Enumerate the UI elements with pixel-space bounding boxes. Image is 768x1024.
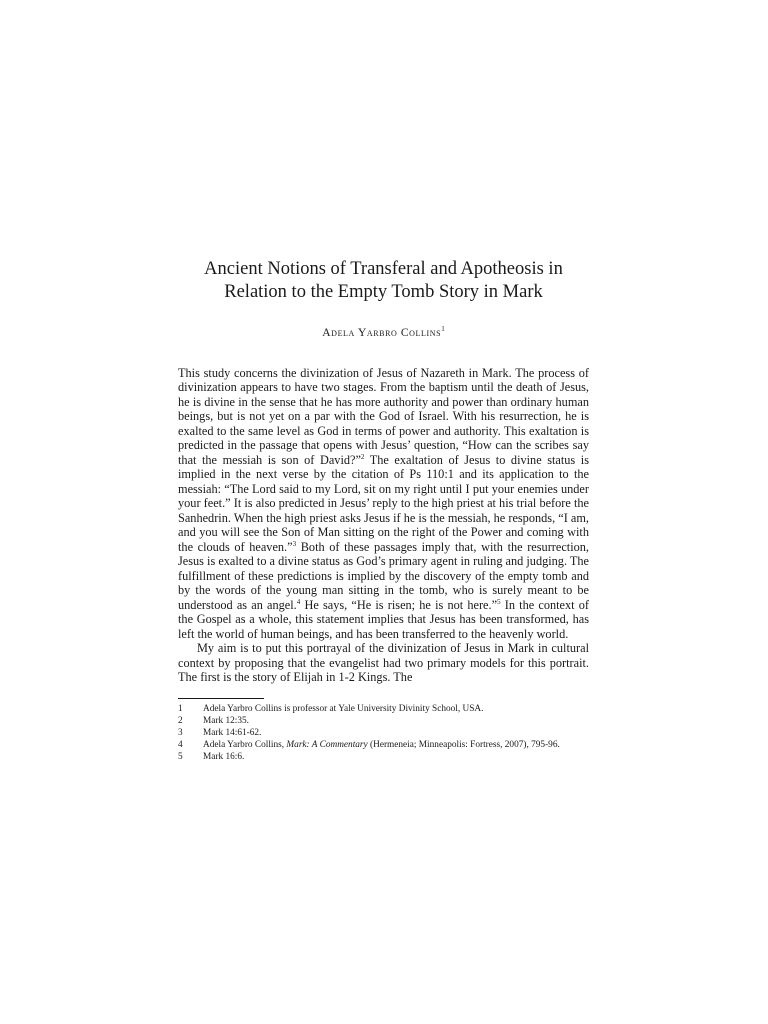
footnote-text [203,739,589,751]
author-line [178,325,589,339]
body-paragraph-1 [178,366,589,642]
footnote-number: 1 [178,703,183,714]
author-name: Adela Yarbro Collins [322,326,442,339]
paragraph-1-segment-3: Both of these passages imply that, with the resurrection, Jesus is exalted to a divine status as God’s primary agent in ruling and judging. The fulfillment of these predictions is implied by the discovery of the empty tomb and by the words of the young man sitting in the tomb, who is surely meant to be understood as an angel. [178,539,590,612]
footnote-text: Adela Yarbro Collins is professor at Yale University Divinity School, USA. [203,703,484,714]
author-footnote-ref: 1 [441,325,445,333]
footnote [178,751,589,763]
footnote-text: Mark 12:35. [203,715,249,726]
footnote-text-post: (Hermeneia; Minneapolis: Fortress, 2007), 795-96. [367,739,560,750]
footnote-text: Mark 14:61-62. [203,727,262,738]
footnote [178,715,589,727]
footnote-number: 5 [178,751,183,762]
title-line-2: Relation to the Empty Tomb Story in Mark [224,282,543,302]
footnote-ref-3: 3 [292,539,297,548]
body-paragraph-2: My aim is to put this portrayal of the divinization of Jesus in Mark in cultural context by proposing that the evangelist had two primary models for this portrait. The first is the story of Elijah in 1-2 Kings. The [178,641,589,685]
footnote-ref-4: 4 [296,597,301,606]
footnote-text-pre: Adela Yarbro Collins, [203,739,287,750]
footnote-number: 3 [178,727,183,738]
paragraph-1-segment-1: This study concerns the divinization of Jesus of Nazareth in Mark. The process of divinization appears to have two stages. From the baptism until the death of Jesus, he is divine in the sense that he has more authority and power than ordinary human beings, but is not yet on a par with the God of Israel. With his resurrection, he is exalted to the same level as God in terms of power and authority. This exaltation is predicted in the passage that opens with Jesus’ question, “How can the scribes say that the messiah is son of David?” [178,365,589,467]
footnotes [178,703,589,763]
paragraph-1-segment-5: In the context of the Gospel as a whole, this statement implies that Jesus has been transformed, has left the world of human beings, and has been transferred to the heavenly world. [178,597,590,641]
article-title [178,258,589,304]
article-body [178,366,589,685]
footnote-ref-2: 2 [360,452,365,461]
footnote [178,739,589,751]
footnote-number: 2 [178,715,183,726]
footnote-divider [178,698,264,699]
footnote [178,727,589,739]
article-page [178,258,589,763]
footnote-number: 4 [178,739,183,750]
paragraph-1-segment-2: The exaltation of Jesus to divine status is implied in the next verse by the citation of Ps 110:1 and its application to the messiah: “The Lord said to my Lord, sit on my right until I put your enemies under your feet.” It is also predicted in Jesus’ reply to the high priest at his trial before the Sanhedrin. When the high priest asks Jesus if he is the messiah, he responds, “I am, and you will see the Son of Man sitting on the right of the Power and coming with the clouds of heaven.” [178,452,589,554]
footnote-text: Mark 16:6. [203,751,245,762]
paragraph-1-segment-4: He says, “He is risen; he is not here.” [300,597,498,612]
footnote-ref-5: 5 [497,597,501,606]
book-title: Mark: A Commentary [286,739,368,750]
title-line-1: Ancient Notions of Transferal and Apotheosis in [204,259,563,279]
footnote [178,703,589,715]
